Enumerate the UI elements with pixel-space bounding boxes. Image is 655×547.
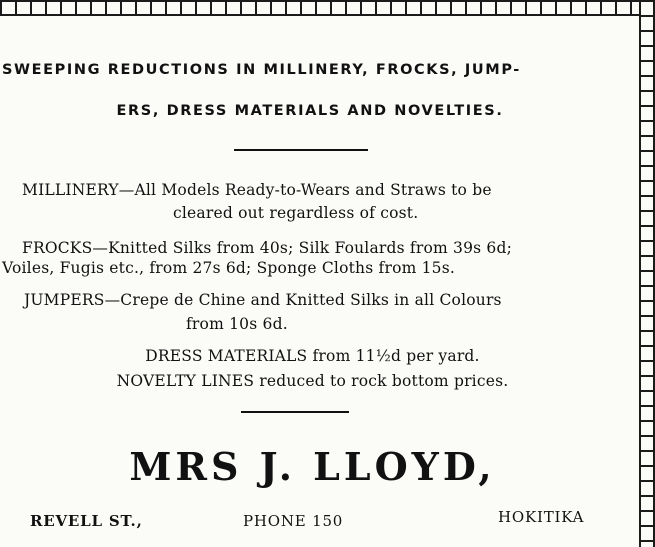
frocks-line-2: Voiles, Fugis etc., from 27s 6d; Sponge Cloths from 15s. bbox=[2, 259, 456, 277]
footer-phone: PHONE 150 bbox=[243, 512, 344, 530]
divider-rule-top bbox=[234, 149, 368, 151]
business-name: MRS J. LLOYD, bbox=[129, 444, 496, 489]
headline-line-2: ERS, DRESS MATERIALS AND NOVELTIES. bbox=[116, 103, 504, 119]
jumpers-line-2: from 10s 6d. bbox=[186, 315, 288, 333]
ornamental-border-top bbox=[0, 0, 640, 16]
headline-line-1: SWEEPING REDUCTIONS IN MILLINERY, FROCKS, JUMP- bbox=[2, 62, 521, 78]
millinery-line-2: cleared out regardless of cost. bbox=[173, 204, 419, 222]
dress-materials-line: DRESS MATERIALS from 11½d per yard. bbox=[145, 347, 480, 365]
footer-town: HOKITIKA bbox=[498, 508, 585, 526]
divider-rule-bottom bbox=[241, 411, 349, 413]
footer-street: REVELL ST., bbox=[30, 512, 143, 530]
jumpers-line-1: JUMPERS—Crepe de Chine and Knitted Silks in all Colours bbox=[24, 291, 502, 309]
novelty-lines-line: NOVELTY LINES reduced to rock bottom prices. bbox=[116, 372, 509, 390]
frocks-line-1: FROCKS—Knitted Silks from 40s; Silk Foulards from 39s 6d; bbox=[22, 239, 513, 257]
ornamental-border-right bbox=[639, 0, 655, 547]
millinery-line-1: MILLINERY—All Models Ready-to-Wears and Straws to be bbox=[22, 181, 492, 199]
